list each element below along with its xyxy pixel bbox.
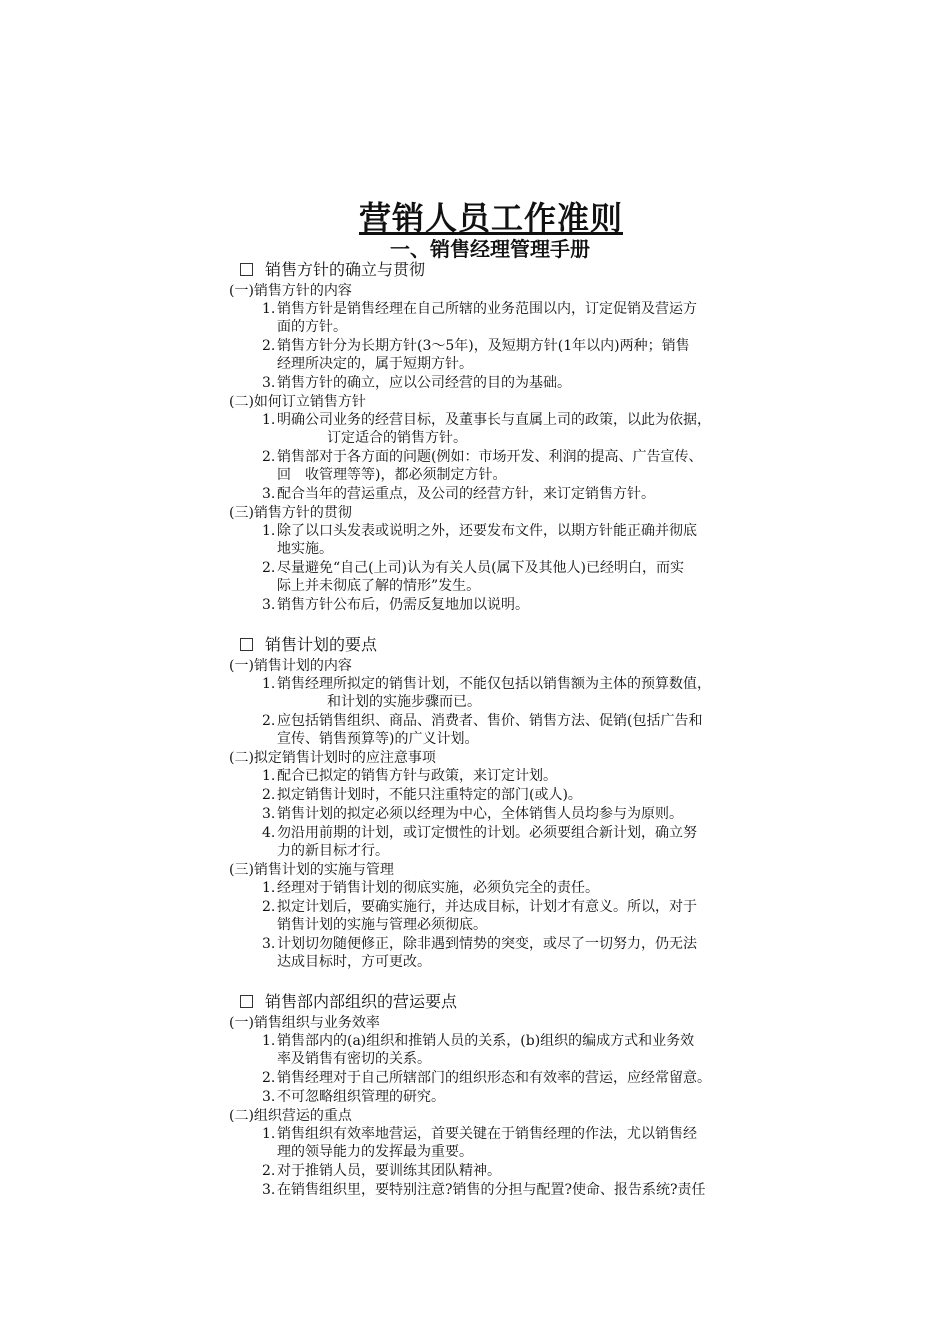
list-item-text: 应包括销售组织、商品、消费者、售价、销售方法、促销(包括广告和: [277, 713, 703, 729]
list-item-number: 1.: [262, 768, 276, 784]
list-item-text-continued: 和计划的实施步骤而已。: [327, 694, 481, 710]
list-item-text-continued: 率及销售有密切的关系。: [277, 1051, 431, 1067]
section-heading-text: 销售部内部组织的营运要点: [265, 992, 458, 1011]
list-item-text: 销售方针分为长期方针(3～5年)，及短期方针(1年以内)两种；销售: [277, 338, 690, 354]
list-item-number: 2.: [262, 560, 276, 576]
list-item: [0, 485, 802, 503]
list-item-text-continued: 地实施。: [277, 541, 333, 557]
section: [0, 990, 950, 1199]
subsection-heading: (一)销售组织与业务效率: [229, 1015, 380, 1031]
list-item-number: 3.: [262, 1089, 276, 1105]
list-item-text-continued: 销售计划的实施与管理必须彻底。: [277, 917, 487, 933]
list-item-text: 配合已拟定的销售方针与政策，来订定计划。: [277, 768, 557, 784]
list-item-number: 1.: [262, 880, 276, 896]
list-item-text: 对于推销人员，要训练其团队精神。: [277, 1163, 501, 1179]
list-item-number: 2.: [262, 449, 276, 465]
list-item-text-continued: 力的新目标才行。: [277, 843, 389, 859]
list-item: [0, 767, 802, 785]
document-body: [0, 258, 950, 1200]
list-item: [0, 522, 802, 558]
list-item-text-continued: 达成目标时，方可更改。: [277, 954, 431, 970]
list-item-number: 1.: [262, 676, 276, 692]
list-item-number: 2.: [262, 787, 276, 803]
list-item: [0, 1181, 802, 1199]
section: [0, 633, 950, 971]
list-item-number: 1.: [262, 301, 276, 317]
list-item-number: 1.: [262, 412, 276, 428]
list-item: [0, 337, 802, 373]
list-item-number: 3.: [262, 375, 276, 391]
list-item-text: 拟定计划后，要确实施行，并达成目标，计划才有意义。所以，对于: [277, 899, 697, 915]
list-item-text: 尽量避免“自己(上司)认为有关人员(属下及其他人)已经明白，而实: [277, 560, 685, 576]
list-item-text: 在销售组织里，要特别注意?销售的分担与配置?使命、报告系统?责任: [277, 1182, 706, 1198]
list-item: [0, 1032, 802, 1068]
section-heading: [0, 258, 950, 282]
list-item-text: 除了以口头发表或说明之外，还要发布文件，以期方针能正确并彻底: [277, 523, 697, 539]
section-heading-text: 销售计划的要点: [265, 635, 378, 654]
list-item: [0, 300, 802, 336]
list-item-text: 拟定销售计划时，不能只注重特定的部门(或人)。: [277, 787, 582, 803]
list-item-number: 2.: [262, 338, 276, 354]
list-item-text-continued: 回 收管理等等)，都必须制定方针。: [277, 467, 507, 483]
list-item: [0, 596, 802, 614]
list-item-text-continued: 理的领导能力的发挥最为重要。: [277, 1144, 473, 1160]
section: [0, 258, 950, 614]
list-item-number: 4.: [262, 825, 276, 841]
list-item-text: 勿沿用前期的计划，或订定惯性的计划。必须要组合新计划，确立努: [277, 825, 697, 841]
subsection-heading: (一)销售计划的内容: [229, 658, 352, 674]
list-item-text: 经理对于销售计划的彻底实施，必须负完全的责任。: [277, 880, 599, 896]
list-item: [0, 879, 802, 897]
list-item: [0, 1069, 802, 1087]
document-title: 营销人员工作准则: [358, 199, 623, 237]
list-item-number: 2.: [262, 899, 276, 915]
list-item-number: 1.: [262, 523, 276, 539]
list-item-text: 销售部内的(a)组织和推销人员的关系，(b)组织的编成方式和业务效: [277, 1033, 695, 1049]
list-item: [0, 786, 802, 804]
list-item-number: 3.: [262, 486, 276, 502]
subsection-heading: (三)销售计划的实施与管理: [229, 862, 394, 878]
list-item: [0, 1125, 802, 1161]
list-item: [0, 824, 802, 860]
list-item-number: 1.: [262, 1033, 276, 1049]
list-item: [0, 559, 802, 595]
list-item-number: 3.: [262, 597, 276, 613]
list-item-number: 3.: [262, 1182, 276, 1198]
list-item-number: 2.: [262, 713, 276, 729]
list-item-text: 配合当年的营运重点，及公司的经营方针，来订定销售方针。: [277, 486, 655, 502]
subsection-heading: (三)销售方针的贯彻: [229, 505, 352, 521]
list-item: [0, 448, 802, 484]
section-heading: [0, 990, 950, 1014]
checkbox-square-icon: [240, 638, 253, 651]
list-item: [0, 712, 802, 748]
list-item-text-continued: 面的方针。: [277, 319, 347, 335]
list-item-number: 2.: [262, 1163, 276, 1179]
list-item-text: 销售部对于各方面的问题(例如：市场开发、利润的提高、广告宣传、: [277, 449, 703, 465]
list-item: [0, 374, 802, 392]
subsection-heading: (二)组织营运的重点: [229, 1108, 352, 1124]
list-item-text: 销售方针的确立，应以公司经营的目的为基础。: [277, 375, 571, 391]
subsection-heading: (一)销售方针的内容: [229, 283, 352, 299]
section-heading-text: 销售方针的确立与贯彻: [265, 260, 426, 279]
list-item: [0, 805, 802, 823]
list-item-text: 销售经理所拟定的销售计划，不能仅包括以销售额为主体的预算数值，: [277, 676, 711, 692]
list-item-text: 销售方针是销售经理在自己所辖的业务范围以内，订定促销及营运方: [277, 301, 697, 317]
list-item-number: 1.: [262, 1126, 276, 1142]
subsection-heading: (二)拟定销售计划时的应注意事项: [229, 750, 436, 766]
checkbox-square-icon: [240, 995, 253, 1008]
list-item: [0, 411, 802, 447]
list-item: [0, 935, 802, 971]
list-item: [0, 675, 802, 711]
list-item-text: 不可忽略组织管理的研究。: [277, 1089, 445, 1105]
list-item-text: 明确公司业务的经营目标，及董事长与直属上司的政策，以此为依据，: [277, 412, 711, 428]
list-item: [0, 1088, 802, 1106]
list-item: [0, 1162, 802, 1180]
list-item-text: 销售计划的拟定必须以经理为中心，全体销售人员均参与为原则。: [277, 806, 683, 822]
list-item-text-continued: 订定适合的销售方针。: [327, 430, 467, 446]
checkbox-square-icon: [240, 263, 253, 276]
subsection-heading: (二)如何订立销售方针: [229, 394, 366, 410]
list-item-text: 销售组织有效率地营运，首要关键在于销售经理的作法，尤以销售经: [277, 1126, 697, 1142]
section-heading: [0, 633, 950, 657]
list-item-text: 销售经理对于自己所辖部门的组织形态和有效率的营运，应经常留意。: [277, 1070, 711, 1086]
document-subtitle: 一、销售经理管理手册: [390, 237, 590, 261]
list-item-text: 计划切勿随便修正，除非遇到情势的突变，或尽了一切努力，仍无法: [277, 936, 697, 952]
list-item-text: 销售方针公布后，仍需反复地加以说明。: [277, 597, 529, 613]
list-item-number: 3.: [262, 806, 276, 822]
list-item-number: 3.: [262, 936, 276, 952]
list-item-text-continued: 经理所决定的，属于短期方针。: [277, 356, 473, 372]
list-item: [0, 898, 802, 934]
list-item-text-continued: 际上并未彻底了解的情形”发生。: [277, 578, 481, 594]
list-item-number: 2.: [262, 1070, 276, 1086]
list-item-text-continued: 宣传、销售预算等)的广义计划。: [277, 731, 479, 747]
